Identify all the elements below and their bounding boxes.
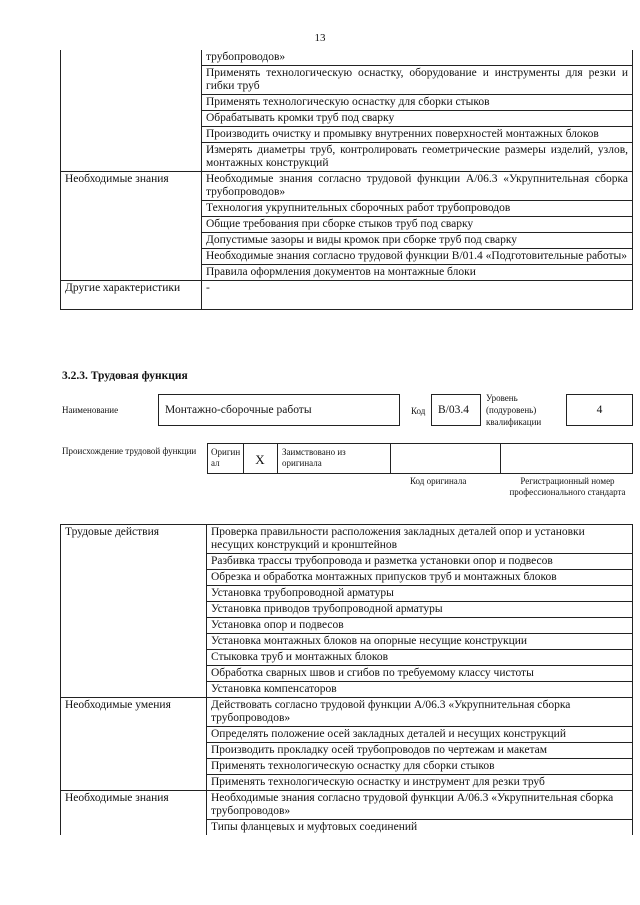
action-row: Разбивка трассы трубопровода и разметка установки опор и подвесов xyxy=(207,554,633,570)
code-box xyxy=(431,394,481,426)
action-row: Обработка сварных швов и сгибов по требуемому классу чистоты xyxy=(207,666,633,682)
knowledge-row: Необходимые знания согласно трудовой функции А/06.3 «Укрупнительная сборка трубопроводов» xyxy=(207,791,633,820)
section-title: 3.2.3. Трудовая функция xyxy=(62,370,188,382)
other-label: Другие характеристики xyxy=(61,281,202,310)
name-box xyxy=(158,394,400,426)
knowledge-row: Необходимые знания согласно трудовой функции В/01.4 «Подготовительные работы» xyxy=(202,249,633,265)
skill-row: Производить прокладку осей трубопроводов по чертежам и макетам xyxy=(207,743,633,759)
name-label: Наименование xyxy=(62,405,119,415)
original-mark: X xyxy=(255,452,265,467)
knowledge-row: Общие требования при сборке стыков труб под сварку xyxy=(202,217,633,233)
level-box xyxy=(566,394,633,426)
actions-label: Трудовые действия xyxy=(61,525,207,698)
name-value: Монтажно-сборочные работы xyxy=(165,404,312,416)
divider xyxy=(277,443,278,474)
action-row: Стыковка труб и монтажных блоков xyxy=(207,650,633,666)
action-row: Установка монтажных блоков на опорные несущие конструкции xyxy=(207,634,633,650)
action-row: Установка приводов трубопроводной арматуры xyxy=(207,602,633,618)
knowledge-row: Допустимые зазоры и виды кромок при сборке труб под сварку xyxy=(202,233,633,249)
skill-row: Применять технологическую оснастку, оборудование и инструменты для резки и гибки труб xyxy=(202,66,633,95)
continuation-table xyxy=(60,50,633,310)
code-original-label: Код оригинала xyxy=(410,476,467,486)
skill-row: Применять технологическую оснастку и инструмент для резки труб xyxy=(207,775,633,791)
action-row: Установка опор и подвесов xyxy=(207,618,633,634)
knowledge-row: Технология укрупнительных сборочных работ трубопроводов xyxy=(202,201,633,217)
skills-label: Необходимые умения xyxy=(61,698,207,791)
code-label: Код xyxy=(411,406,426,416)
action-row: Установка трубопроводной арматуры xyxy=(207,586,633,602)
action-row: Проверка правильности расположения закладных деталей опор и установки несущих конструкций и кронштейнов xyxy=(207,525,633,554)
action-row: Обрезка и обработка монтажных припусков труб и монтажных блоков xyxy=(207,570,633,586)
reg-number-label: Регистрационный номер профессионального стандарта xyxy=(509,476,626,497)
skill-row: Действовать согласно трудовой функции А/06.3 «Укрупнительная сборка трубопроводов» xyxy=(207,698,633,727)
page-number: 13 xyxy=(314,32,326,44)
code-value: В/03.4 xyxy=(438,404,469,416)
level-value: 4 xyxy=(596,404,603,416)
skill-row: Применять технологическую оснастку для сборки стыков xyxy=(202,95,633,111)
knowledge-row: Типы фланцевых и муфтовых соединений xyxy=(207,820,633,836)
skill-row: Измерять диаметры труб, контролировать геометрические размеры изделий, узлов, монтажных конструкций xyxy=(202,143,633,172)
divider xyxy=(390,443,391,474)
skill-row: трубопроводов» xyxy=(202,50,633,66)
knowledge-row: Необходимые знания согласно трудовой функции А/06.3 «Укрупнительная сборка трубопроводов» xyxy=(202,172,633,201)
knowledge-label: Необходимые знания xyxy=(61,172,202,281)
other-value: - xyxy=(202,281,633,310)
action-row: Установка компенсаторов xyxy=(207,682,633,698)
skill-row: Определять положение осей закладных деталей и несущих конструкций xyxy=(207,727,633,743)
skill-row: Обрабатывать кромки труб под сварку xyxy=(202,111,633,127)
original-label: Оригинал xyxy=(211,447,241,468)
skill-row: Применять технологическую оснастку для сборки стыков xyxy=(207,759,633,775)
knowledge-row: Правила оформления документов на монтажные блоки xyxy=(202,265,633,281)
divider xyxy=(500,443,501,474)
skill-row: Производить очистку и промывку внутренних поверхностей монтажных блоков xyxy=(202,127,633,143)
knowledge-label: Необходимые знания xyxy=(61,791,207,836)
origin-label: Происхождение трудовой функции xyxy=(62,446,197,456)
labor-function-table xyxy=(60,524,633,835)
level-label: Уровень (подуровень) квалификации xyxy=(486,393,542,427)
borrowed-label: Заимствовано из оригинала xyxy=(282,447,346,468)
skills-label-cell xyxy=(61,50,202,172)
